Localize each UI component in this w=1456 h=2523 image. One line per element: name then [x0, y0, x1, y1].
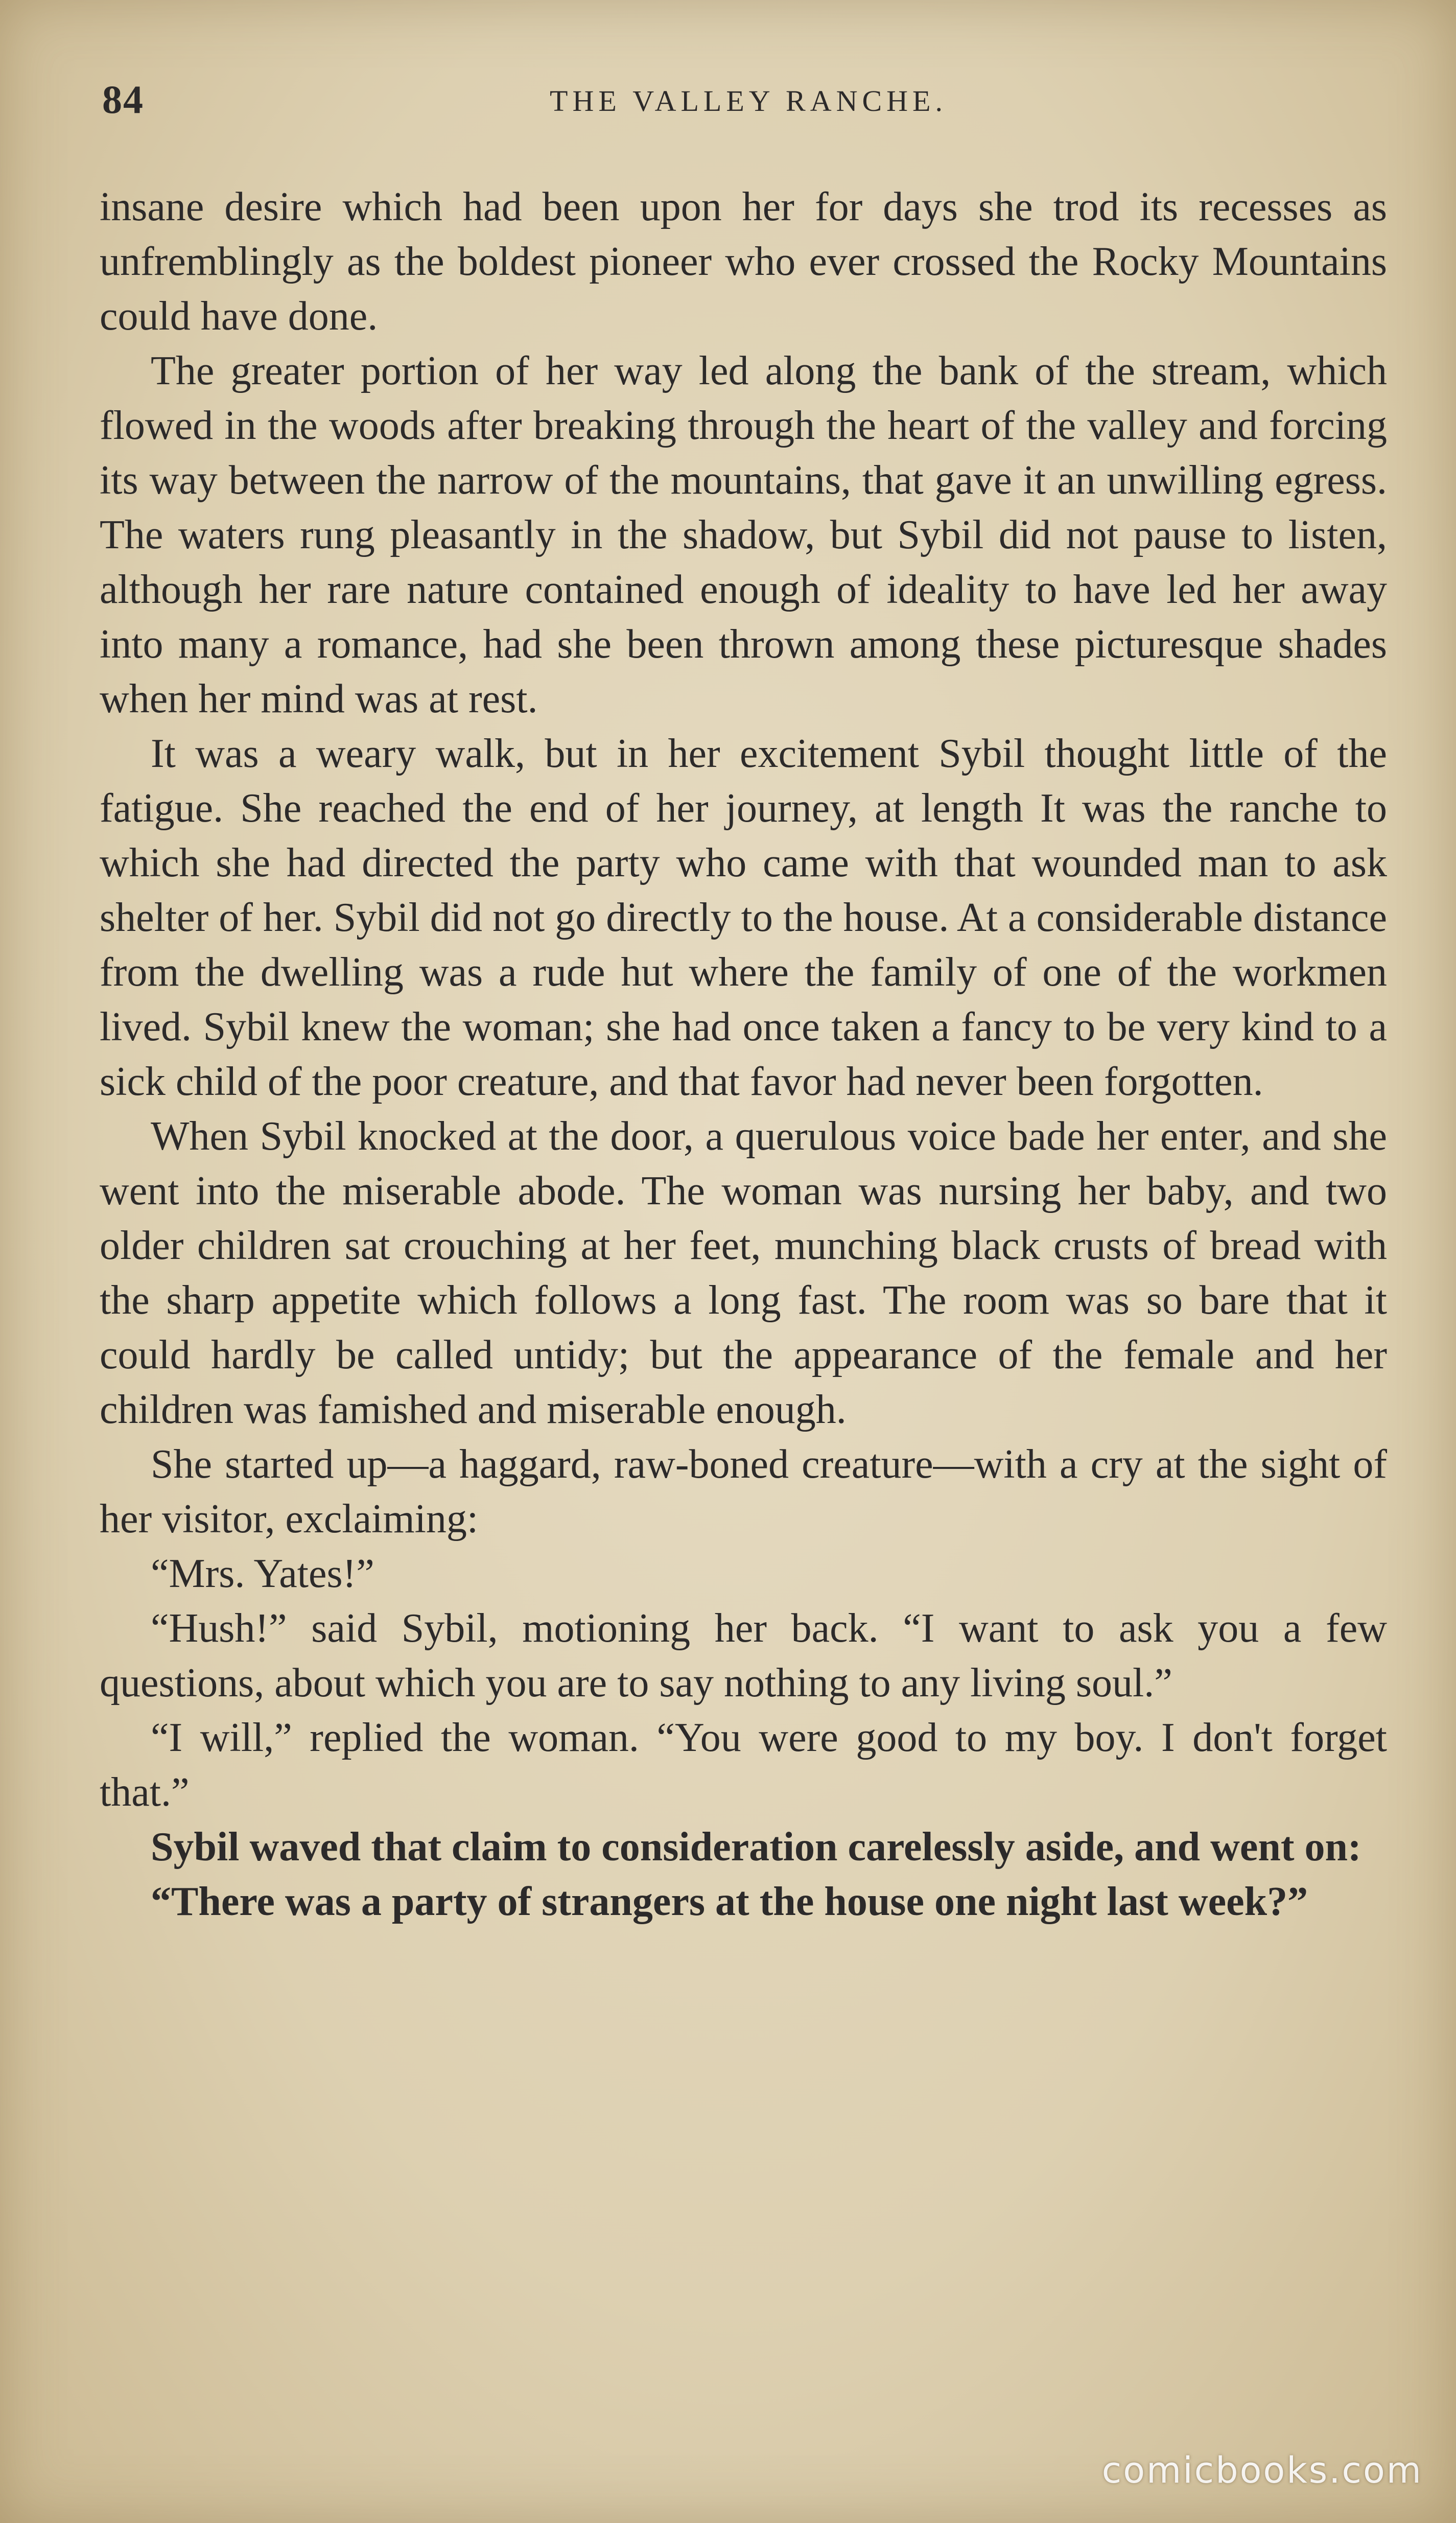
paragraph-7: “Hush!” said Sybil, motioning her back. “I want to ask you a few questions, about which you are to say nothing to any living soul.” [100, 1606, 1387, 1706]
running-title: THE VALLEY RANCHE. [550, 84, 947, 118]
paragraph-10: “There was a party of strangers at the house one night last week?” [151, 1879, 1308, 1924]
body-text [100, 180, 1387, 1929]
paragraph-9: Sybil waved that claim to consideration carelessly aside, and went on: [151, 1825, 1361, 1870]
running-head [102, 77, 1395, 133]
paragraph-2: The greater portion of her way led along the bank of the stream, which flowed in the woods after breaking through the heart of the valley and forcing its way between the narrow of the mountains, that gave it an unwilling egress. The waters rung pleasantly in the shadow, but Sybil did not pause to listen, although her rare nature contained enough of ideality to have led her away into many a romance, had she been thrown among these picturesque shades when her mind was at rest. [100, 348, 1387, 721]
paragraph-8: “I will,” replied the woman. “You were good to my boy. I don't forget that.” [100, 1715, 1387, 1815]
site-watermark: comicbooks.com [1101, 2449, 1423, 2491]
paragraph-4: When Sybil knocked at the door, a querulous voice bade her enter, and she went into the miserable abode. The woman was nursing her baby, and two older children sat crouching at her feet, munching black crusts of bread with the sharp appetite which follows a long fast. The room was so bare that it could hardly be called untidy; but the appearance of the female and her children was famished and miserable enough. [100, 1114, 1387, 1432]
paragraph-6: “Mrs. Yates!” [151, 1551, 374, 1596]
paragraph-1: insane desire which had been upon her for days she trod its recesses as unfremblingly as the boldest pioneer who ever crossed the Rocky Mountains could have done. [100, 184, 1387, 339]
page-number: 84 [102, 77, 144, 122]
paragraph-3: It was a weary walk, but in her excitement Sybil thought little of the fatigue. She reached the end of her journey, at length It was the ranche to which she had directed the party who came with that wounded man to ask shelter of her. Sybil did not go directly to the house. At a considerable distance from the dwelling was a rude hut where the family of one of the workmen lived. Sybil knew the woman; she had once taken a fancy to be very kind to a sick child of the poor creature, and that favor had never been forgotten. [100, 731, 1387, 1104]
paragraph-5: She started up—a haggard, raw-boned creature—with a cry at the sight of her visitor, exclaiming: [100, 1442, 1387, 1541]
